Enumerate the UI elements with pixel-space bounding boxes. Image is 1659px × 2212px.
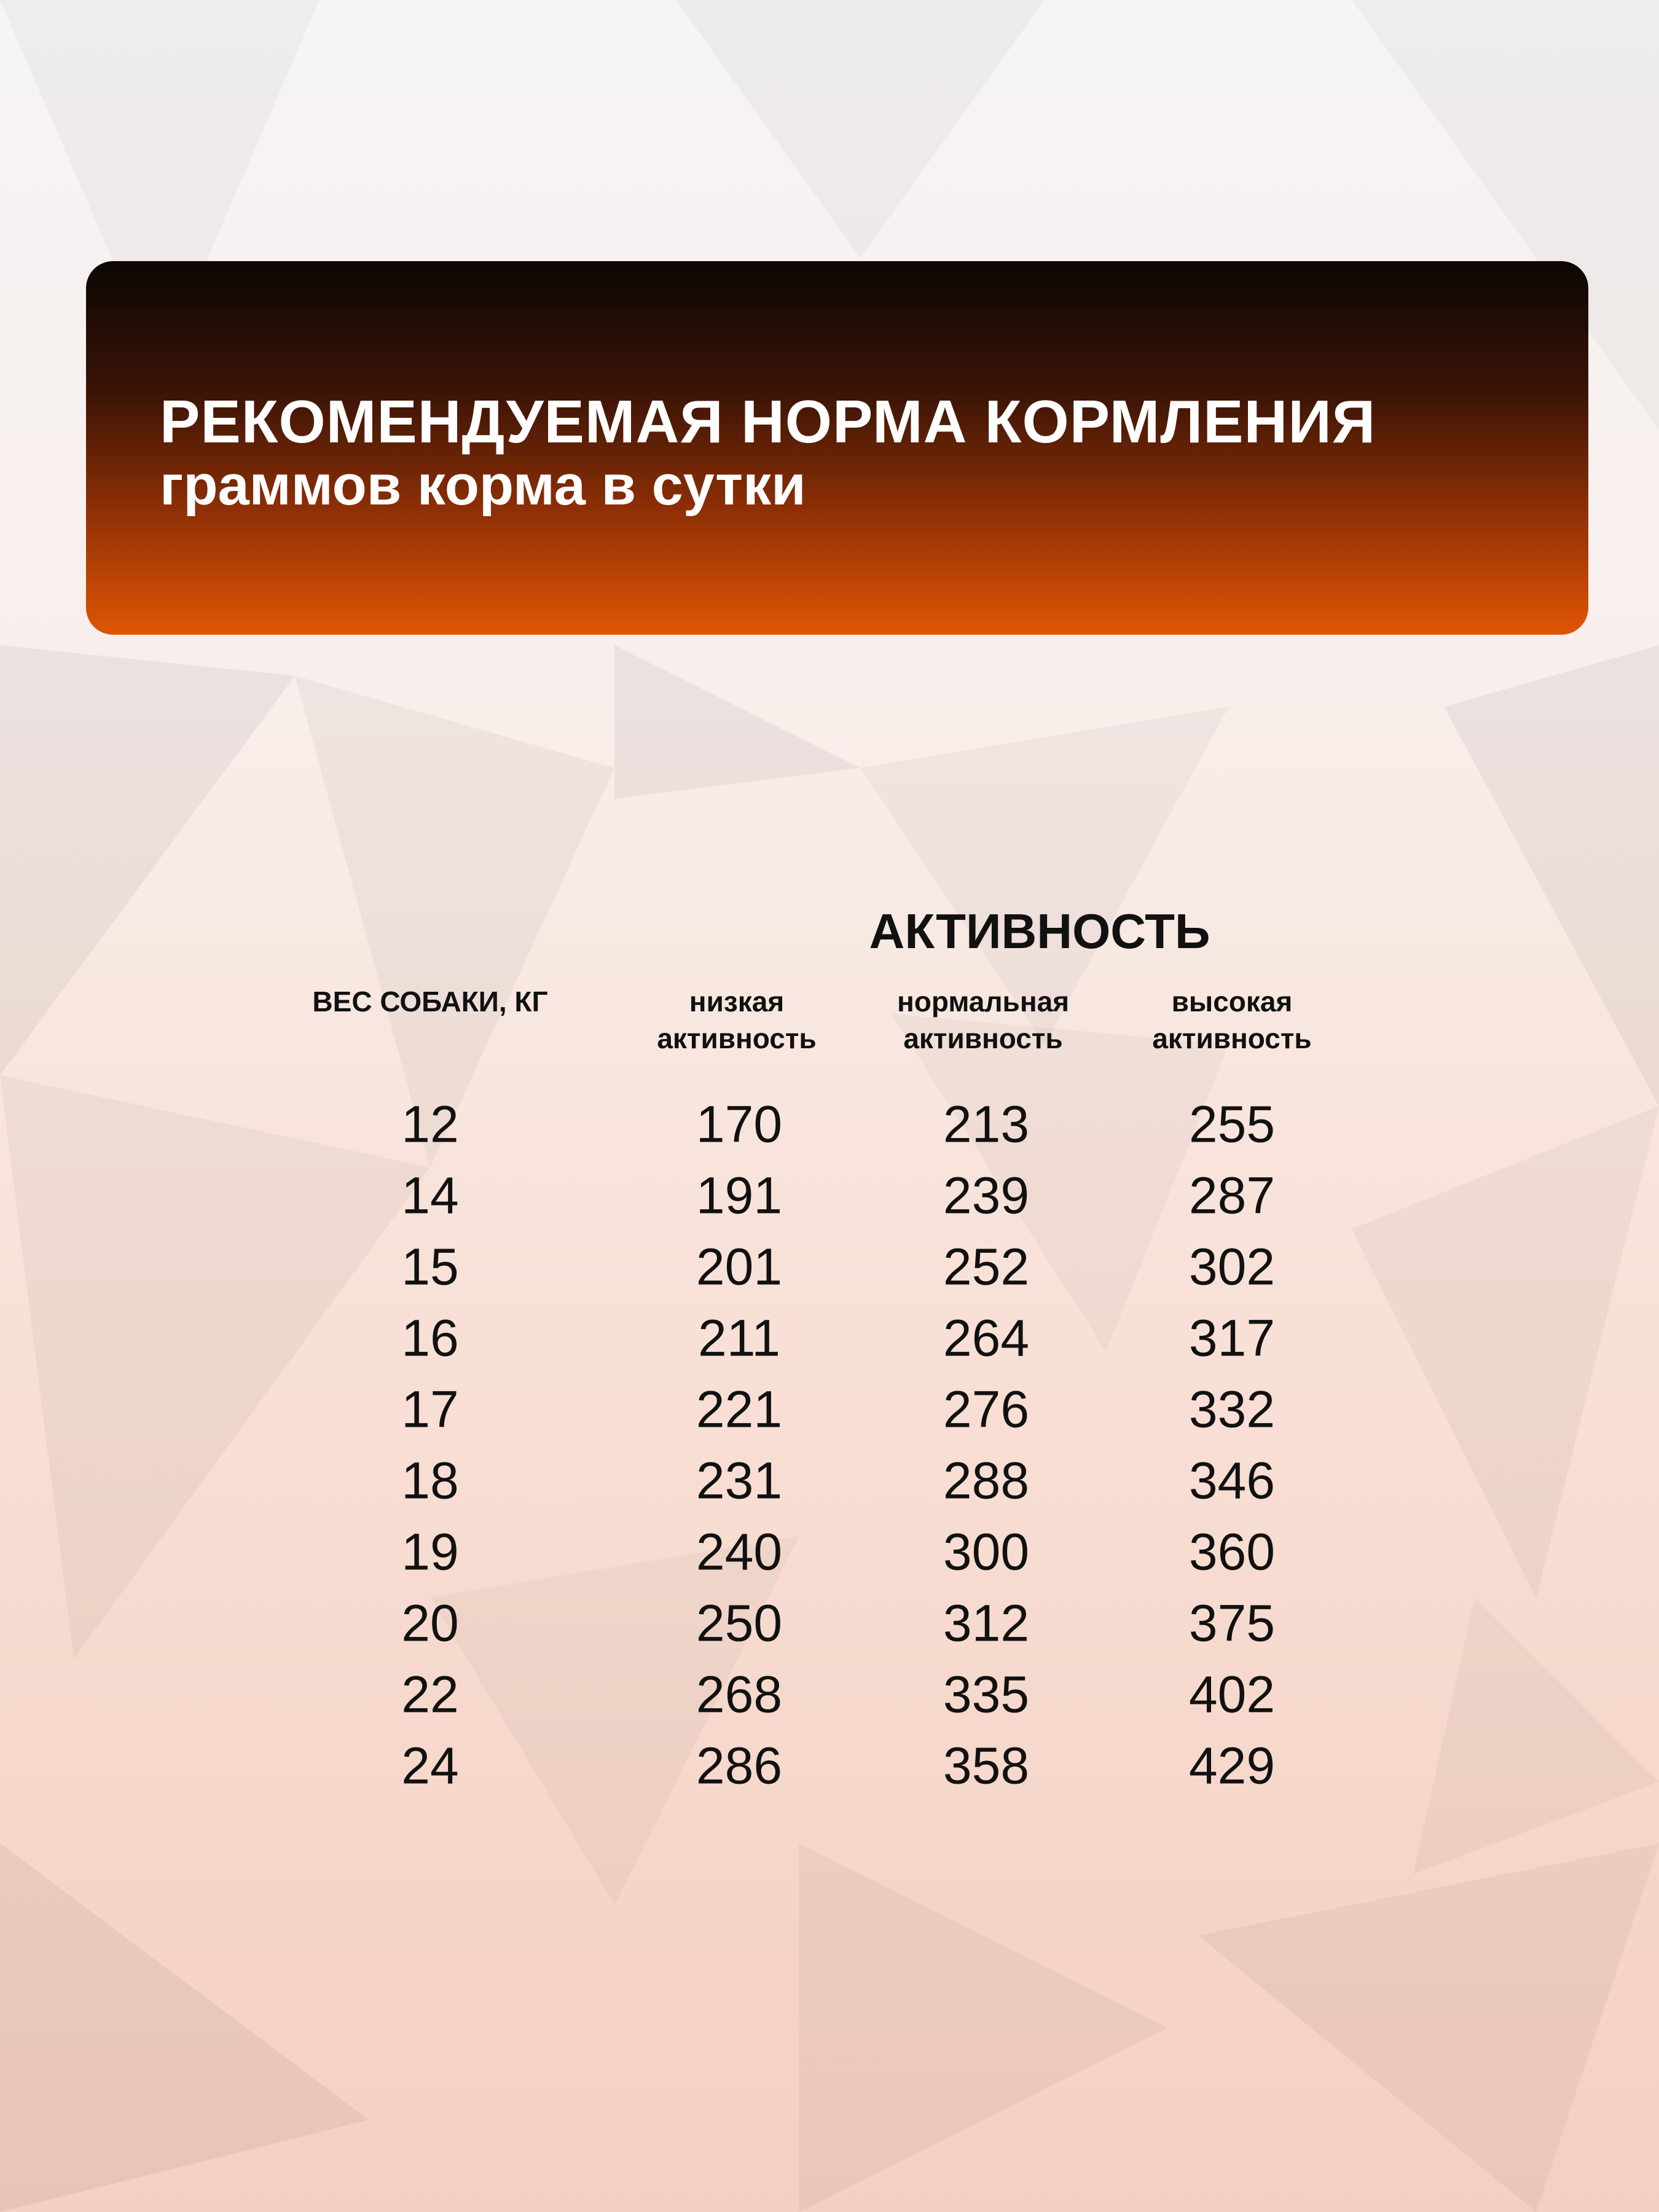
weight-cell: 20 — [401, 1594, 459, 1652]
weight-column-header — [312, 983, 547, 1020]
low-activity-cell: 191 — [696, 1166, 783, 1225]
normal-activity-cell: 252 — [943, 1237, 1030, 1296]
high-activity-header — [1152, 983, 1311, 1057]
title-banner — [86, 261, 1588, 635]
low-activity-cell: 201 — [696, 1237, 783, 1296]
weight-cell: 15 — [401, 1237, 459, 1296]
page-title: РЕКОМЕНДУЕМАЯ НОРМА КОРМЛЕНИЯ — [160, 388, 1376, 455]
high-activity-cell: 302 — [1188, 1237, 1276, 1296]
normal-activity-cell: 213 — [943, 1095, 1030, 1153]
header-line2: активность — [1152, 1022, 1312, 1054]
normal-activity-cell: 312 — [943, 1594, 1030, 1652]
normal-activity-cell: 288 — [943, 1451, 1030, 1510]
header-line1: нормальная — [896, 986, 1070, 1018]
high-activity-cell: 429 — [1188, 1736, 1276, 1795]
weight-cell: 18 — [401, 1451, 459, 1510]
low-activity-cell: 286 — [696, 1736, 783, 1795]
low-activity-cell: 231 — [696, 1451, 783, 1510]
high-activity-cell: 360 — [1188, 1523, 1276, 1581]
weight-header-label: ВЕС СОБАКИ, КГ — [312, 986, 548, 1018]
normal-activity-cell: 300 — [943, 1523, 1030, 1581]
high-activity-cell: 375 — [1188, 1594, 1276, 1652]
high-activity-cell: 332 — [1188, 1380, 1276, 1438]
header-line2: активность — [657, 1022, 817, 1054]
weight-cell: 14 — [401, 1166, 459, 1225]
high-activity-cell: 287 — [1188, 1166, 1276, 1225]
high-activity-cell: 402 — [1188, 1665, 1276, 1724]
normal-activity-header — [897, 983, 1069, 1057]
high-activity-cell: 346 — [1188, 1451, 1276, 1510]
low-activity-cell: 170 — [696, 1095, 783, 1153]
low-activity-cell: 268 — [696, 1665, 783, 1724]
weight-cell: 19 — [401, 1523, 459, 1581]
high-activity-cell: 255 — [1188, 1095, 1276, 1153]
normal-activity-cell: 276 — [943, 1380, 1030, 1438]
low-activity-cell: 240 — [696, 1523, 783, 1581]
high-activity-cell: 317 — [1188, 1309, 1276, 1367]
weight-cell: 12 — [401, 1095, 459, 1153]
low-activity-cell: 221 — [696, 1380, 783, 1438]
weight-cell: 24 — [401, 1736, 459, 1795]
normal-activity-cell: 358 — [943, 1736, 1030, 1795]
normal-activity-cell: 264 — [943, 1309, 1030, 1367]
low-activity-cell: 250 — [696, 1594, 783, 1652]
low-activity-header — [657, 983, 816, 1057]
activity-group-header: АКТИВНОСТЬ — [869, 904, 1210, 959]
weight-cell: 17 — [401, 1380, 459, 1438]
normal-activity-cell: 335 — [943, 1665, 1030, 1724]
header-line1: низкая — [689, 986, 785, 1018]
normal-activity-cell: 239 — [943, 1166, 1030, 1225]
header-line2: активность — [903, 1022, 1063, 1054]
weight-cell: 22 — [401, 1665, 459, 1724]
weight-cell: 16 — [401, 1309, 459, 1367]
header-line1: высокая — [1171, 986, 1293, 1018]
low-activity-cell: 211 — [698, 1309, 780, 1367]
page-subtitle: граммов корма в сутки — [160, 454, 806, 517]
